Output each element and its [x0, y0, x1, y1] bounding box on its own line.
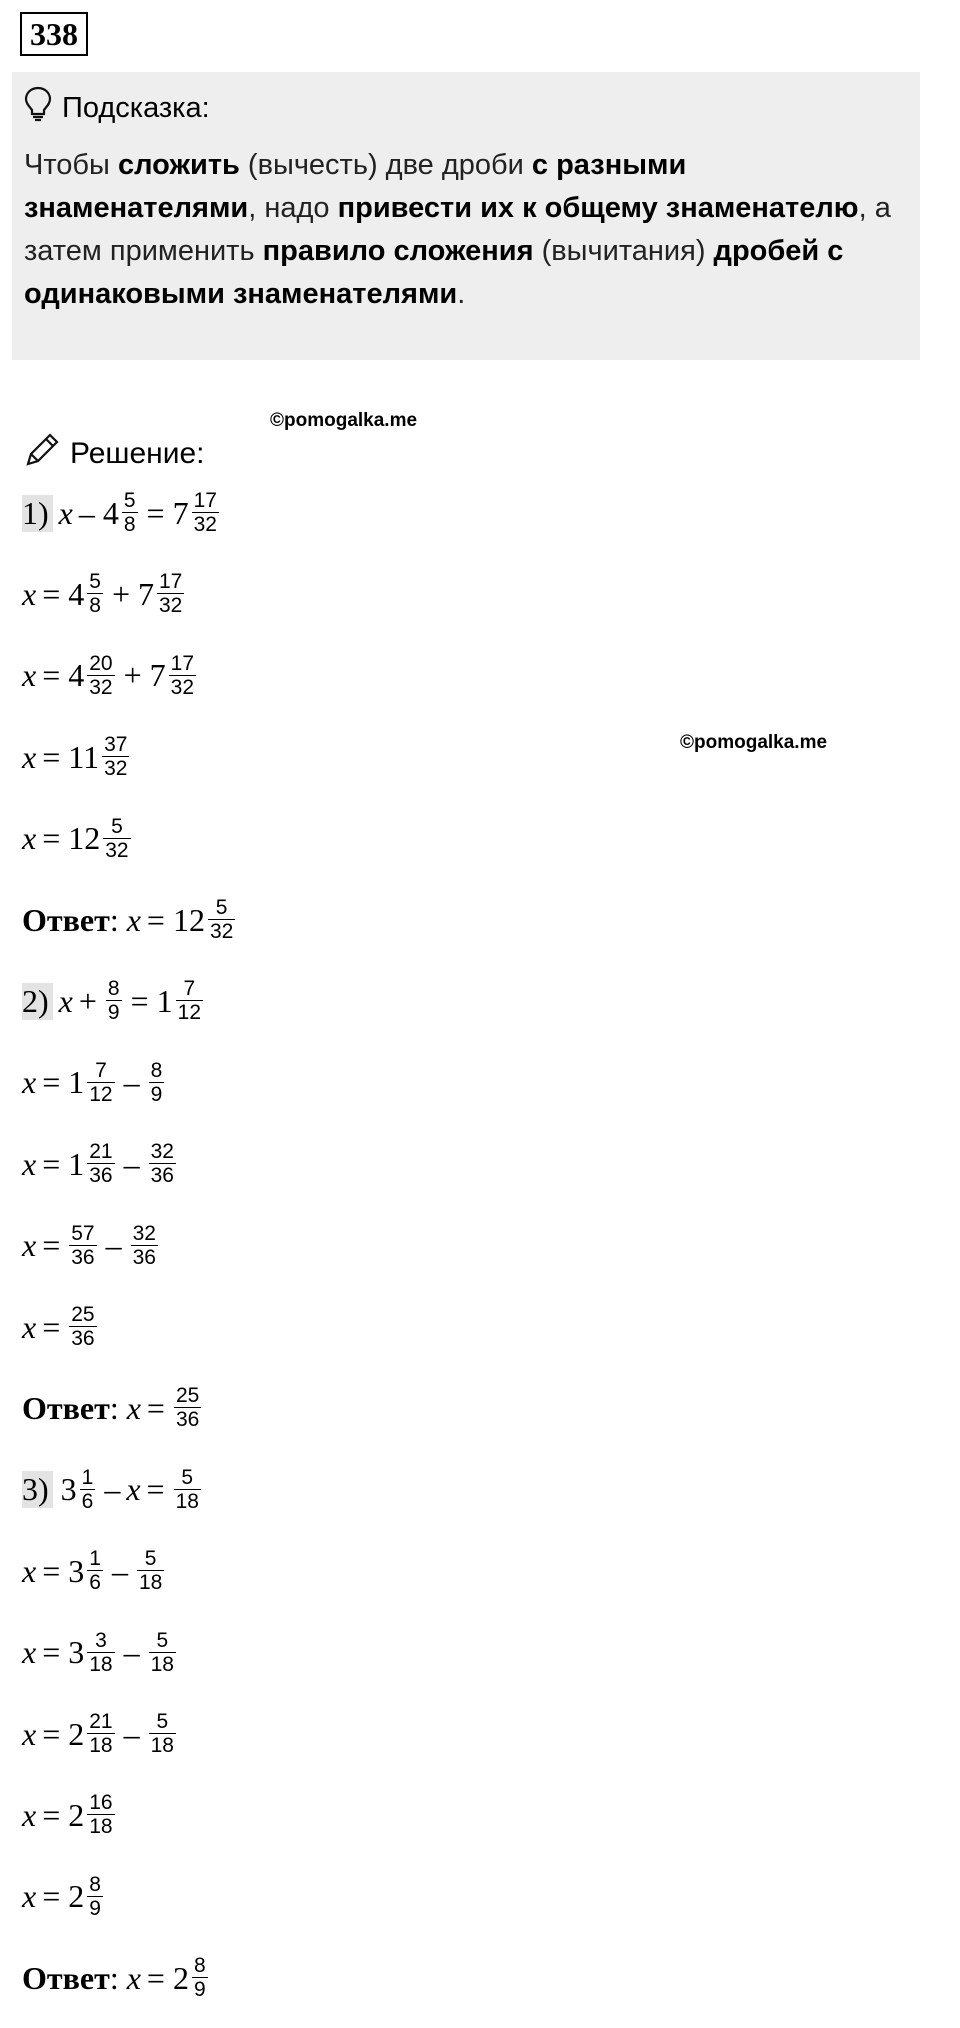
denominator: 32 — [104, 757, 128, 781]
fraction — [87, 1548, 103, 1594]
math-line — [22, 1792, 118, 1838]
operator: – — [123, 1715, 140, 1752]
denominator: 32 — [89, 675, 113, 699]
whole-number: 4 — [102, 494, 119, 531]
numerator: 8 — [150, 1058, 163, 1082]
math-line — [22, 653, 199, 699]
fraction — [87, 1711, 114, 1757]
denominator: 18 — [138, 1571, 163, 1595]
hint-text-part: (вычесть) две дроби — [239, 149, 532, 181]
hint-text-part: , надо — [248, 192, 338, 224]
operator: – — [104, 1471, 121, 1508]
math-line — [22, 1630, 179, 1676]
operator: = — [42, 820, 61, 857]
whole-number: 3 — [68, 1552, 85, 1589]
math-line — [22, 816, 134, 862]
hint-text-part: дробей с одинаковыми знаменателями — [24, 235, 844, 310]
fraction — [103, 816, 130, 862]
variable: x — [22, 1064, 37, 1101]
solution-title: Решение: — [70, 437, 205, 470]
numerator: 8 — [89, 1872, 101, 1896]
numerator: 16 — [89, 1791, 113, 1815]
math-line — [22, 571, 187, 617]
denominator: 18 — [150, 1734, 174, 1757]
denominator: 18 — [175, 1489, 199, 1513]
variable: x — [22, 1227, 37, 1264]
math-line — [22, 490, 222, 536]
numerator: 17 — [193, 489, 217, 512]
problem-number: 1) — [22, 495, 53, 532]
variable: x — [58, 982, 73, 1019]
whole-number: 3 — [68, 1634, 85, 1671]
fraction — [102, 734, 129, 780]
variable: x — [126, 901, 141, 938]
hint-text-part: привести их к общему знаменателю — [337, 192, 859, 224]
operator: = — [42, 1878, 61, 1915]
math-line — [22, 734, 132, 780]
hint-text-part: , а затем применить — [24, 192, 891, 267]
hint-text-part: сложить — [117, 149, 240, 181]
whole-number: 12 — [172, 901, 205, 938]
operator: = — [146, 1959, 165, 1996]
lightbulb-icon — [24, 86, 62, 130]
operator: = — [42, 1796, 61, 1833]
hint-title: Подсказка: — [62, 91, 210, 124]
denominator: 36 — [71, 1245, 95, 1269]
denominator: 18 — [89, 1652, 113, 1676]
math-line — [22, 1223, 161, 1269]
numerator: 5 — [181, 1465, 194, 1489]
fraction — [87, 571, 103, 617]
variable: x — [126, 1471, 141, 1508]
whole-number: 1 — [156, 982, 173, 1019]
variable: x — [22, 1878, 37, 1915]
variable: x — [22, 1308, 37, 1345]
numerator: 32 — [132, 1221, 156, 1245]
denominator: 32 — [193, 513, 217, 536]
whole-number: 7 — [137, 575, 154, 612]
math-line — [22, 1060, 167, 1106]
denominator: 32 — [158, 594, 183, 618]
math-line — [22, 1955, 211, 2001]
operator: = — [130, 982, 149, 1019]
denominator: 32 — [105, 838, 129, 862]
hint-text-part: Чтобы — [24, 149, 118, 181]
variable: x — [22, 820, 37, 857]
operator: = — [42, 1634, 61, 1671]
watermark: ©pomogalka.me — [270, 410, 418, 431]
numerator: 5 — [215, 896, 228, 919]
operator: = — [42, 1552, 61, 1589]
variable: x — [126, 1959, 141, 1996]
math-line — [22, 978, 206, 1024]
numerator: 8 — [107, 977, 120, 1001]
numerator: 5 — [111, 814, 123, 838]
variable: x — [22, 575, 37, 612]
numerator: 21 — [89, 1140, 113, 1164]
denominator: 32 — [209, 920, 234, 943]
numerator: 8 — [193, 1954, 206, 1978]
operator: – — [123, 1145, 140, 1182]
variable: x — [126, 1389, 141, 1426]
numerator: 17 — [170, 651, 195, 675]
fraction — [69, 1223, 96, 1269]
operator: = — [42, 738, 61, 775]
fraction — [174, 1385, 201, 1431]
numerator: 5 — [144, 1547, 157, 1571]
operator: = — [42, 1145, 61, 1182]
math-line — [22, 1874, 106, 1920]
fraction — [69, 1304, 96, 1350]
numerator: 25 — [71, 1303, 95, 1326]
whole-number: 2 — [68, 1796, 85, 1833]
denominator: 18 — [150, 1652, 174, 1676]
operator: = — [42, 1227, 61, 1264]
denominator: 9 — [89, 1896, 101, 1920]
denominator: 8 — [89, 594, 101, 618]
hint-box — [12, 72, 920, 360]
denominator: 8 — [123, 513, 136, 536]
operator: – — [105, 1227, 122, 1264]
hint-text-part: правило сложения — [262, 235, 534, 267]
denominator: 6 — [81, 1489, 94, 1513]
numerator: 5 — [156, 1710, 169, 1733]
operator: = — [42, 1064, 61, 1101]
denominator: 9 — [107, 1001, 120, 1025]
operator: – — [111, 1552, 128, 1589]
watermark: ©pomogalka.me — [680, 732, 828, 753]
math-line — [22, 1467, 204, 1513]
denominator: 36 — [71, 1327, 95, 1350]
denominator: 6 — [89, 1571, 101, 1595]
numerator: 7 — [183, 977, 196, 1001]
whole-number: 4 — [68, 575, 85, 612]
answer-label: Ответ — [22, 1959, 110, 1996]
whole-number: 3 — [60, 1471, 77, 1508]
variable: x — [22, 1715, 37, 1752]
variable: x — [22, 738, 37, 775]
whole-number: 7 — [172, 494, 189, 531]
hint-header — [24, 86, 908, 130]
denominator: 36 — [150, 1164, 174, 1188]
operator: = — [146, 1389, 165, 1426]
numerator: 17 — [158, 570, 183, 594]
fraction — [149, 1141, 176, 1187]
whole-number: 2 — [68, 1878, 85, 1915]
math-line — [22, 1141, 179, 1187]
denominator: 36 — [175, 1408, 200, 1432]
operator: – — [123, 1634, 140, 1671]
denominator: 36 — [89, 1164, 113, 1188]
fraction — [149, 1060, 165, 1106]
numerator: 3 — [95, 1628, 107, 1652]
variable: x — [22, 1634, 37, 1671]
answer-colon: : — [109, 901, 119, 938]
operator: = — [42, 1308, 61, 1345]
answer-colon: : — [109, 1959, 119, 1996]
variable: x — [22, 657, 37, 694]
fraction — [174, 1467, 201, 1513]
pencil-icon — [22, 430, 70, 478]
operator: = — [42, 575, 61, 612]
answer-label: Ответ — [22, 901, 110, 938]
numerator: 25 — [175, 1384, 200, 1408]
fraction — [87, 1630, 114, 1676]
numerator: 20 — [89, 651, 113, 675]
operator: = — [42, 1715, 61, 1752]
math-line — [22, 897, 238, 943]
numerator: 37 — [104, 733, 128, 757]
operator: + — [111, 575, 130, 612]
fraction — [87, 653, 114, 699]
operator: – — [123, 1064, 140, 1101]
fraction — [87, 1874, 103, 1920]
numerator: 1 — [89, 1547, 101, 1571]
fraction — [80, 1467, 96, 1513]
numerator: 5 — [89, 570, 101, 594]
variable: x — [22, 1145, 37, 1182]
fraction — [208, 897, 235, 943]
whole-number: 1 — [68, 1145, 85, 1182]
math-line — [22, 1385, 204, 1431]
math-line — [22, 1304, 100, 1350]
denominator: 9 — [150, 1082, 163, 1106]
operator: – — [78, 494, 95, 531]
hint-text — [24, 144, 908, 316]
numerator: 21 — [89, 1710, 113, 1733]
fraction — [87, 1141, 114, 1187]
numerator: 5 — [123, 489, 136, 512]
numerator: 1 — [81, 1465, 94, 1489]
problem-number: 3) — [22, 1471, 53, 1508]
fraction — [149, 1630, 176, 1676]
fraction — [169, 653, 196, 699]
variable: x — [58, 494, 73, 531]
operator: = — [146, 901, 165, 938]
task-number: 338 — [20, 12, 88, 56]
fraction — [192, 490, 219, 536]
fraction — [149, 1711, 176, 1757]
hint-text-part: с разными знаменателями — [24, 149, 687, 224]
denominator: 18 — [89, 1734, 113, 1757]
denominator: 12 — [177, 1001, 201, 1025]
fraction — [192, 1955, 208, 2001]
whole-number: 4 — [68, 657, 85, 694]
numerator: 7 — [95, 1058, 107, 1082]
operator: = — [42, 657, 61, 694]
fraction — [106, 978, 122, 1024]
fraction — [157, 571, 184, 617]
hint-text-part: (вычитания) — [533, 235, 714, 267]
math-line — [22, 1548, 167, 1594]
whole-number: 2 — [172, 1959, 189, 1996]
answer-label: Ответ — [22, 1389, 110, 1426]
denominator: 32 — [170, 675, 195, 699]
fraction — [137, 1548, 164, 1594]
denominator: 9 — [193, 1978, 206, 2002]
fraction — [131, 1223, 158, 1269]
fraction — [87, 1792, 114, 1838]
denominator: 18 — [89, 1815, 113, 1839]
whole-number: 2 — [68, 1715, 85, 1752]
math-line — [22, 1711, 179, 1757]
problem-number: 2) — [22, 983, 53, 1020]
operator: + — [123, 657, 142, 694]
answer-colon: : — [109, 1389, 119, 1426]
denominator: 12 — [89, 1082, 113, 1106]
hint-text-part: . — [457, 278, 466, 310]
whole-number: 11 — [68, 738, 100, 775]
solution-header — [22, 430, 204, 478]
fraction — [176, 978, 203, 1024]
operator: + — [78, 982, 97, 1019]
whole-number: 12 — [68, 820, 101, 857]
variable: x — [22, 1796, 37, 1833]
denominator: 36 — [132, 1245, 156, 1269]
operator: = — [146, 1471, 165, 1508]
fraction — [87, 1060, 114, 1106]
numerator: 57 — [71, 1221, 95, 1245]
variable: x — [22, 1552, 37, 1589]
operator: = — [146, 494, 165, 531]
whole-number: 7 — [149, 657, 166, 694]
numerator: 32 — [150, 1140, 174, 1164]
numerator: 5 — [156, 1628, 169, 1652]
whole-number: 1 — [68, 1064, 85, 1101]
fraction — [122, 490, 138, 536]
